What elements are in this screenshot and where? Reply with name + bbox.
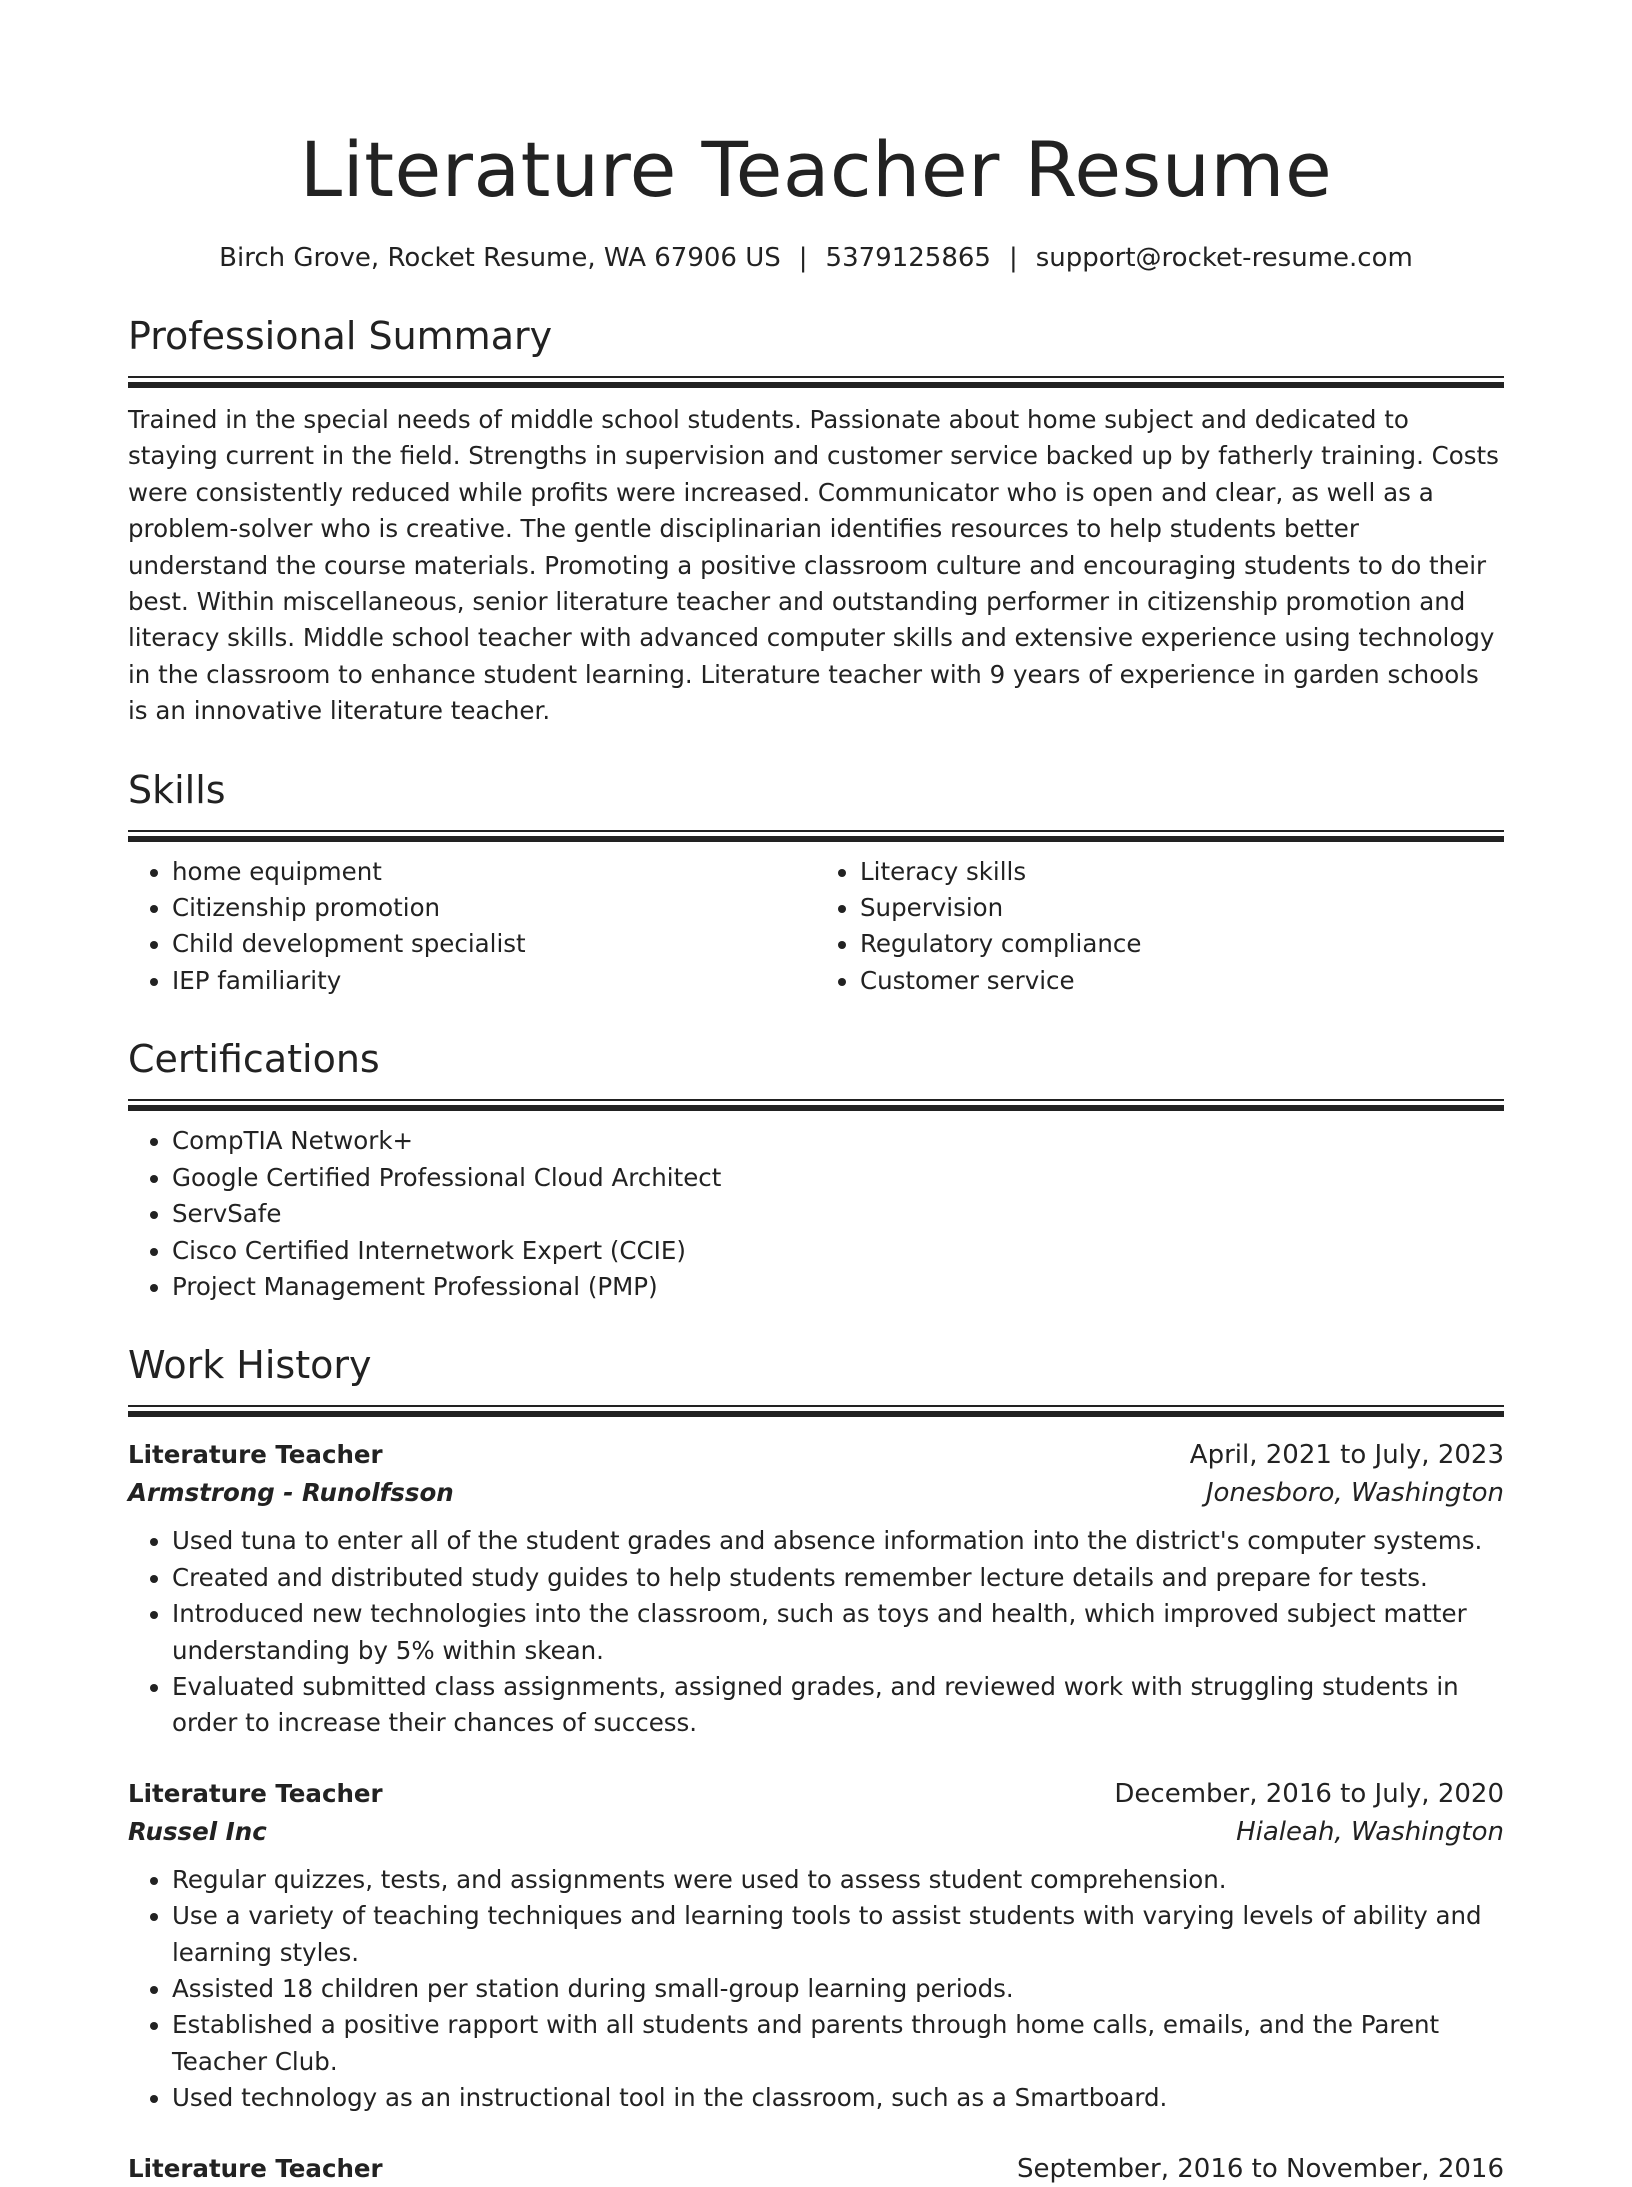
job-entry xyxy=(128,1776,1504,2117)
skill-item: • IEP familiarity xyxy=(172,963,816,999)
job-dates: September, 2016 to November, 2016 xyxy=(1017,2153,1504,2184)
section-divider xyxy=(128,376,1504,388)
job-title: Literature Teacher xyxy=(128,2153,383,2183)
section-heading: Work History xyxy=(128,1343,372,1388)
job-duty-item: • Established a positive rapport with all students and parents through home calls, emails, and the Parent Teacher Club. xyxy=(172,2007,1504,2080)
job-company-row xyxy=(128,1812,1504,1852)
job-duty-item: • Regular quizzes, tests, and assignments were used to assess student comprehension. xyxy=(172,1862,1504,1898)
skill-item: • Literacy skills xyxy=(860,854,1504,890)
contact-email: support@rocket-resume.com xyxy=(1035,243,1413,273)
job-company-row xyxy=(128,1473,1504,1513)
job-header-row xyxy=(128,2151,1504,2187)
section-divider xyxy=(128,1099,1504,1111)
job-header-row xyxy=(128,1776,1504,1812)
job-duty-item: • Assisted 18 children per station during small-group learning periods. xyxy=(172,1971,1504,2007)
job-location: Hialeah, Washington xyxy=(1236,1816,1504,1847)
contact-line xyxy=(128,240,1504,276)
skills-section xyxy=(128,766,1504,1000)
certification-item: • ServSafe xyxy=(172,1196,1504,1232)
summary-text: Trained in the special needs of middle school students. Passionate about home subject and dedicated to staying current in the field. Strengths in supervision and customer service backed up by fatherly training. Costs were consistently reduced while profits were increased. Communicator who is open and clear, as well as a problem-solver who is creative. The gentle disciplinarian identifies resources to help students better understand the course materials. Promoting a positive classroom culture and encouraging students to do their best. Within miscellaneous, senior literature teacher and outstanding performer in citizenship promotion and literacy skills. Middle school teacher with advanced computer skills and extensive experience using technology in the classroom to enhance student learning. Literature teacher with 9 years of experience in garden schools is an innovative literature teacher. xyxy=(128,405,1499,726)
skills-list-right xyxy=(816,854,1504,1000)
skill-item: • Supervision xyxy=(860,890,1504,926)
skill-item: • Regulatory compliance xyxy=(860,926,1504,962)
section-heading: Certifications xyxy=(128,1037,380,1082)
job-duty-item: • Used technology as an instructional tool in the classroom, such as a Smartboard. xyxy=(172,2080,1504,2116)
contact-address: Birch Grove, Rocket Resume, WA 67906 US xyxy=(219,243,781,273)
job-company: Armstrong - Runolfsson xyxy=(128,1478,454,1508)
skills-list-left xyxy=(128,854,816,1000)
job-title: Literature Teacher xyxy=(128,1778,383,1808)
job-entry xyxy=(128,1437,1504,1741)
section-heading: Skills xyxy=(128,767,226,812)
contact-separator: | xyxy=(798,243,808,273)
certification-item: • Google Certified Professional Cloud Architect xyxy=(172,1160,1504,1196)
certifications-list xyxy=(128,1123,1504,1305)
work-history-section xyxy=(128,1341,1504,2186)
certifications-section xyxy=(128,1035,1504,1305)
section-divider xyxy=(128,830,1504,842)
job-header-row xyxy=(128,1437,1504,1473)
job-entry xyxy=(128,2151,1504,2187)
section-divider xyxy=(128,1405,1504,1417)
certification-item: • CompTIA Network+ xyxy=(172,1123,1504,1159)
job-duty-item: • Use a variety of teaching techniques and learning tools to assist students with varying levels of ability and learning styles. xyxy=(172,1898,1504,1971)
job-duty-item: • Evaluated submitted class assignments, assigned grades, and reviewed work with struggling students in order to increase their chances of success. xyxy=(172,1669,1504,1742)
page-title: Literature Teacher Resume xyxy=(299,125,1333,214)
summary-section xyxy=(128,312,1504,730)
certification-item: • Project Management Professional (PMP) xyxy=(172,1269,1504,1305)
skill-item: • home equipment xyxy=(172,854,816,890)
skill-item: • Citizenship promotion xyxy=(172,890,816,926)
job-duty-item: • Created and distributed study guides to help students remember lecture details and prepare for tests. xyxy=(172,1560,1504,1596)
contact-phone: 5379125865 xyxy=(825,243,991,273)
skill-item: • Customer service xyxy=(860,963,1504,999)
job-location: Jonesboro, Washington xyxy=(1205,1478,1504,1509)
job-dates: December, 2016 to July, 2020 xyxy=(1114,1778,1504,1809)
job-duty-item: • Used tuna to enter all of the student grades and absence information into the district's computer systems. xyxy=(172,1523,1504,1559)
job-title: Literature Teacher xyxy=(128,1440,383,1470)
skills-columns xyxy=(128,854,1504,1000)
section-heading: Professional Summary xyxy=(128,314,553,358)
certification-item: • Cisco Certified Internetwork Expert (CCIE) xyxy=(172,1233,1504,1269)
job-company: Russel Inc xyxy=(128,1816,267,1846)
contact-separator: | xyxy=(1008,243,1018,273)
job-duties-list xyxy=(128,1862,1504,2117)
job-dates: April, 2021 to July, 2023 xyxy=(1189,1440,1504,1471)
skill-item: • Child development specialist xyxy=(172,926,816,962)
job-duties-list xyxy=(128,1523,1504,1741)
job-duty-item: • Introduced new technologies into the classroom, such as toys and health, which improved subject matter understanding by 5% within skean. xyxy=(172,1596,1504,1669)
